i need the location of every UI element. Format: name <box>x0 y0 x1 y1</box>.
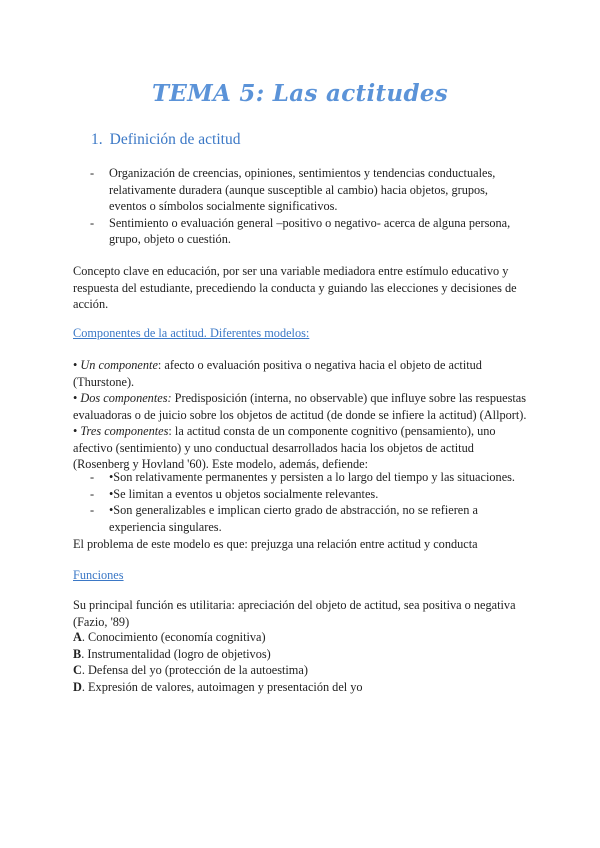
components-heading-colon: : <box>305 326 310 340</box>
list-item <box>73 679 533 696</box>
component-text: : afecto o evaluación positiva o negativa hacia el objeto de actitud (Thurstone). <box>73 358 482 389</box>
section-heading-definition <box>91 131 240 149</box>
list-item: - •Son generalizables e implican cierto grado de abstracción, no se refieren a experiencia singulares. <box>90 502 530 535</box>
list-item <box>73 629 533 646</box>
list-item <box>73 646 533 663</box>
item-letter: C <box>73 663 82 677</box>
bullet-glyph: • <box>73 358 78 372</box>
component-text: : la actitud consta de un componente cognitivo (pensamiento), uno afectivo (sentimiento) y uno conductual desarrollados hacia los objetos de actitud (Rosenberg y Hovland '60). Este modelo, además, defiende: <box>73 424 496 471</box>
item-text: . Conocimiento (economía cognitiva) <box>81 630 266 644</box>
list-item: - •Se limitan a eventos u objetos socialmente relevantes. <box>90 486 530 503</box>
list-item: - •Son relativamente permanentes y persisten a lo largo del tiempo y las situaciones. <box>90 469 530 486</box>
item-letter: D <box>73 679 82 694</box>
model-properties-list <box>90 469 530 535</box>
component-item <box>73 423 528 473</box>
intro-paragraph: Concepto clave en educación, por ser una variable mediadora entre estímulo educativo y respuesta del estudiante, precediendo la conducta y guiando las elecciones y decisiones de acción. <box>73 264 517 311</box>
component-term: Tres componentes <box>80 424 169 438</box>
components-heading-link[interactable]: Componentes de la actitud. Diferentes modelos <box>73 326 306 340</box>
component-term: Dos componentes: <box>80 391 172 405</box>
components-block <box>73 357 528 473</box>
component-term: Un componente <box>80 358 158 372</box>
component-item <box>73 390 528 423</box>
component-item <box>73 357 528 390</box>
section-heading-text: Definición de actitud <box>109 131 241 148</box>
item-text: . Instrumentalidad (logro de objetivos) <box>81 646 271 661</box>
components-heading <box>73 326 309 341</box>
definition-list <box>90 165 515 248</box>
page-title: TEMA 5: Las actitudes <box>151 80 449 107</box>
list-item <box>73 662 533 679</box>
item-text: . Defensa del yo (protección de la autoestima) <box>81 663 308 677</box>
bullet-glyph: • <box>73 391 78 405</box>
list-item: - Organización de creencias, opiniones, sentimientos y tendencias conductuales, relativamente duradera (aunque susceptible al cambio) hacia objetos, grupos, eventos o símbolos socialmente significativos. <box>90 165 515 215</box>
closing-statement: El problema de este modelo es que: prejuzga una relación entre actitud y conducta <box>73 537 478 551</box>
section-number: 1. <box>91 131 103 148</box>
item-letter: A <box>73 630 82 644</box>
functions-heading[interactable]: Funciones <box>73 568 124 582</box>
list-item: - Sentimiento o evaluación general –positivo o negativo- acerca de alguna persona, grupo, objeto o cuestión. <box>90 215 515 248</box>
functions-intro: Su principal función es utilitaria: apreciación del objeto de actitud, sea positiva o negativa (Fazio, '89) <box>73 598 516 629</box>
functions-list <box>73 629 533 695</box>
item-letter: B <box>73 646 82 661</box>
item-text: . Expresión de valores, autoimagen y presentación del yo <box>81 679 363 694</box>
bullet-glyph: • <box>73 424 78 438</box>
component-text: Predisposición (interna, no observable) que influye sobre las respuestas evaluadoras o de juicio sobre los objetos de actitud (de donde se infiere la actitud) (Allport). <box>73 391 527 422</box>
